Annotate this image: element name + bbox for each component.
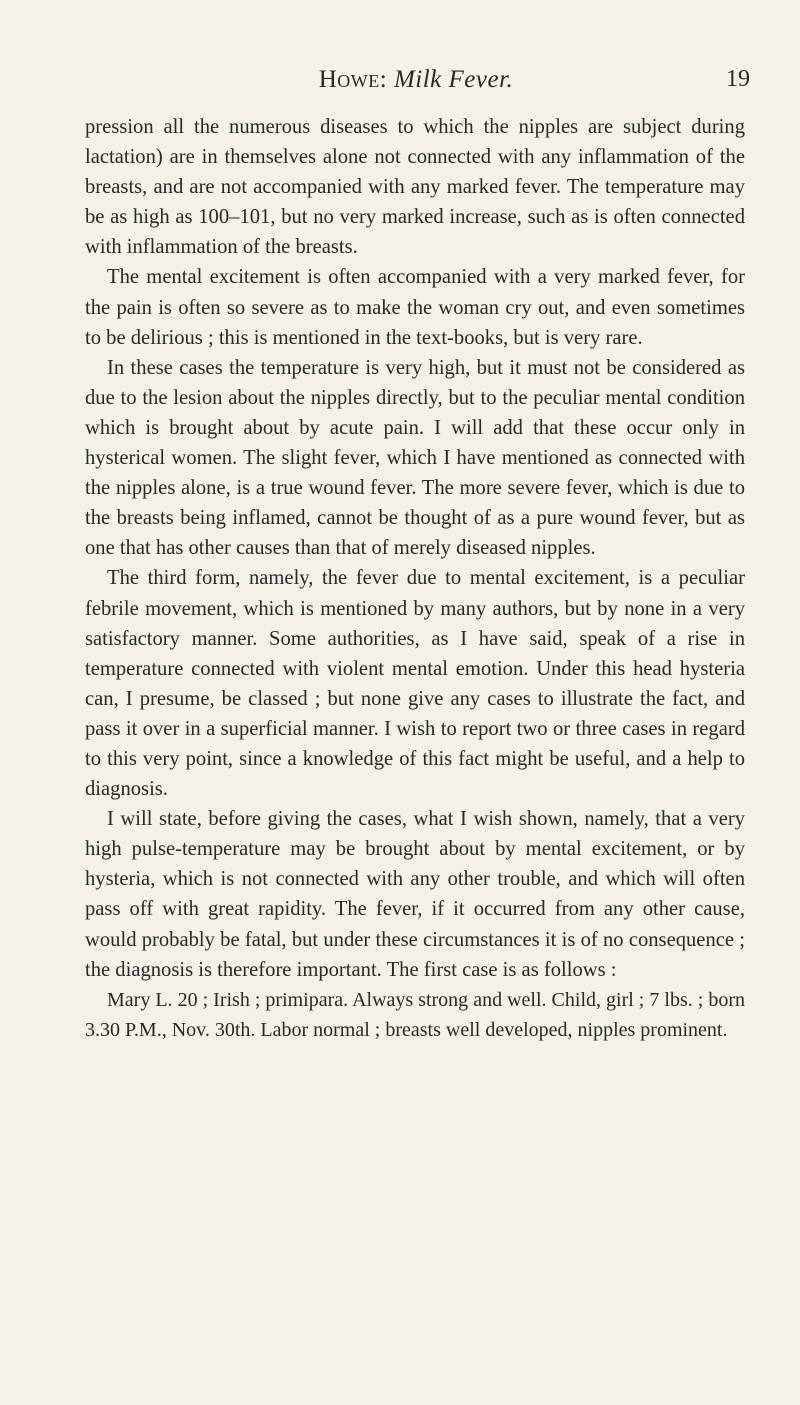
paragraph: I will state, before giving the cases, what I wish shown, namely, that a very high pulse-temperature may be brought about by mental excitement, or by hysteria, which is not connected with any other trouble, and which will often pass off with great rapidity. The fever, if it occurred from any other cause, would probably be fatal, but under these circumstances it is of no consequence ; the diagnosis is therefore important. The first case is as follows : <box>85 808 745 981</box>
case-record: Mary L. 20 ; Irish ; primipara. Always strong and well. Child, girl ; 7 lbs. ; born 3.30 P.M., Nov. 30th. Labor normal ; breasts well developed, nipples prominent. <box>85 988 745 1041</box>
paragraph: In these cases the temperature is very high, but it must not be considered as due to the lesion about the nipples directly, but to the peculiar mental condition which is brought about by acute pain. I will add that these occur only in hysterical women. The slight fever, which I have mentioned as connected with the nipples alone, is a true wound fever. The more severe fever, which is due to the breasts being inflamed, cannot be thought of as a pure wound fever, but as one that has other causes than that of merely diseased nipples. <box>85 356 745 560</box>
body-text <box>85 112 745 1045</box>
running-head-title: Milk Fever. <box>393 66 514 93</box>
running-head-author: Howe <box>318 66 380 93</box>
paragraph: The mental excitement is often accompanied with a very marked fever, for the pain is often so severe as to make the woman cry out, and even sometimes to be delirious ; this is mentioned in the text-books, but is very rare. <box>85 266 745 349</box>
paragraph: pression all the numerous diseases to which the nipples are subject during lactation) are in themselves alone not connected with any inflammation of the breasts, and are not accompanied with any marked fever. The temperature may be as high as 100–101, but no very marked increase, such as is often connected with inflammation of the breasts. <box>85 116 745 259</box>
paragraph: The third form, namely, the fever due to mental excitement, is a peculiar febrile movement, which is mentioned by many authors, but by none in a very satisfactory manner. Some authorities, as I have said, speak of a rise in temperature connected with violent mental emotion. Under this head hysteria can, I presume, be classed ; but none give any cases to illustrate the fact, and pass it over in a superficial manner. I wish to report two or three cases in regard to this very point, since a knowledge of this fact might be useful, and a help to diagnosis. <box>85 567 745 801</box>
running-head <box>86 66 746 94</box>
running-head-separator: : <box>379 66 394 93</box>
page-header <box>86 66 750 106</box>
page-number: 19 <box>726 66 750 92</box>
